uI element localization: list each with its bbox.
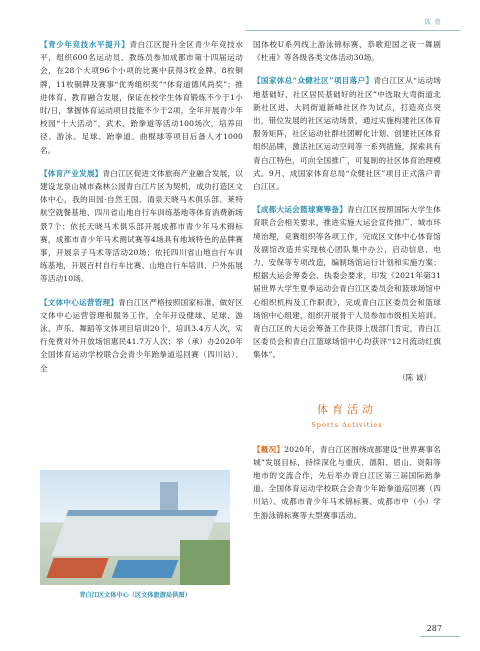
header-label: 体育 [424, 18, 444, 26]
paragraph-sports-industry [40, 167, 243, 286]
section-subtitle: Sports Activities [311, 420, 383, 429]
paragraph-center-operations [40, 296, 243, 375]
page-number: 287 [426, 624, 442, 633]
photo-court-red [46, 558, 108, 578]
paragraph-continuation [253, 38, 441, 64]
author-signature: （陈 诚） [398, 372, 431, 382]
text-continuation: 国体校U系列线上游泳锦标赛、恭歌迎国之夜一舞剧《杜甫》等各级各类文体活动30场。 [253, 40, 441, 63]
left-column [40, 38, 243, 385]
text-center-operations: 青白江区严格按照国家标准，做好区文体中心运营管理和服务工作，全年开设健球、足球、游泳、声乐、舞蹈等文体项目培训20个，培训3.4万人次，实行免费对外开放场馆惠民41.7万人次；举（承）办2020年全国体育运动学校联合会青少年跆拳道巡回赛（四川站）、全 [40, 297, 244, 373]
paragraph-youth-competition [40, 38, 243, 157]
paragraph-overview [253, 443, 441, 522]
text-universiade-prep: 青白江区按照国际大学生体育联合会相关要求，推进实施大运会宣传推广、城市环境治理，竞赛组织等各项工作，完成区文体中心体育馆及副馆改造并实现核心团队集中办公，启动信息、电力、安保等专项改造，编制场馆运行计划和实施方案；根据大运会筹委会、执委会要求，印发《2021年第31届世界大学生夏季运动会青白江区委员会和篮球场馆中心组织机构及工作职责》，完成青白江区委员会和篮球场馆中心组建，组织开展骨干人员参加市级相关培训。青白江区的大运会筹备工作获得上级部门肯定，青白江区委员会和青白江篮球场馆中心均获评“12月流动红旗集体”。 [253, 205, 441, 360]
text-community-project: 青白江区从“运动场地基础好、社区居民基础好的社区”中选取大弯街道北新社区进、大同街道新峰社区作为试点，打造亮点突出，错位发展的社区运动场景，通过实施构建社区体育服务矩阵，社区运动社群社团孵化计划、创建社区体育组织品牌，激活社区运动空间等一系列措施，探索具有青白江特色，可向全国推广，可复制的社区体育治理模式。9月，成国家体育总局“众健社区”项目正式落户青白江区。 [253, 76, 442, 192]
photo-greenery [180, 540, 230, 585]
tag-sports-industry: 【体育产业发展】 [40, 168, 103, 178]
photo-caption: 青白江区文体中心（区文体旅游局供图） [79, 592, 191, 599]
tag-overview: 【概况】 [253, 444, 285, 454]
section-title: 体育活动 [317, 402, 377, 416]
header-rule [245, 30, 460, 31]
tag-youth-competition: 【青少年竞技水平提升】 [40, 40, 130, 49]
tag-center-operations: 【文体中心运营管理】 [40, 297, 119, 307]
photo-court-blue [112, 560, 179, 578]
page-number-rule [420, 636, 460, 637]
sports-center-photo [40, 470, 230, 585]
right-column [253, 38, 441, 532]
text-sports-industry: 青白江区促进文体旅商产业融合发展，以建设龙泉山城市森林公园青白江片区为契机，成功打造区文体中心，我的田园·自然王国、清泉天晓马术俱乐部、莱特航空就餐基地、四川省山地自行车训练基地等体育消费新场景7个；依托天晓马术俱乐部开展成都市青少年马术锦标赛，成都市青少年马术测试赛等4场具有地域特色的品牌赛事，开展亲子马术等活动20场；依托四川省山地自行车训练基地，开展百村自行车比赛、山地自行车培训、户外拓展等活动10场。 [40, 168, 243, 284]
text-overview: 2020年，青白江区围绕成都建设“世界赛事名城”发展目标，持续深化与重庆、德阳、眉山、资阳等地市的交流合作，先后举办青白江区第三届国际跆拳道、全国体育运动学校联合会青少年跆拳道巡回赛（四川站）、成都市青少年马术锦标赛、成都市中（小）学生游泳锦标赛等大型赛事活动。 [253, 444, 441, 520]
tag-community-project: 【国家体总“众健社区”项目落户】 [253, 76, 374, 86]
tag-universiade-prep: 【成都大运会篮球赛筹备】 [253, 205, 348, 215]
page-header [0, 0, 480, 34]
text-youth-competition: 青白江区提升全区青少年竞技水平，组织600名运动员、教练员参加成都市第十四届运动会，在28个大项96个小项的比赛中获得3枚金牌、8枚铜牌，11枚铜牌及赛事“优秀组织奖”“体育道德风尚奖”；推进体育、教育融合发展，保证在校学生体育锻炼不少于1小时/日，掌握体育运动项目技能不少于2项，全年开展青少年校园“十大活动”，武术、跆拳道等活动100场次，培养田径、游泳、足球、跆拳道、曲棍球等项目后备人才1000名。 [40, 40, 243, 155]
paragraph-community-project [253, 74, 441, 193]
paragraph-universiade-prep [253, 203, 441, 361]
